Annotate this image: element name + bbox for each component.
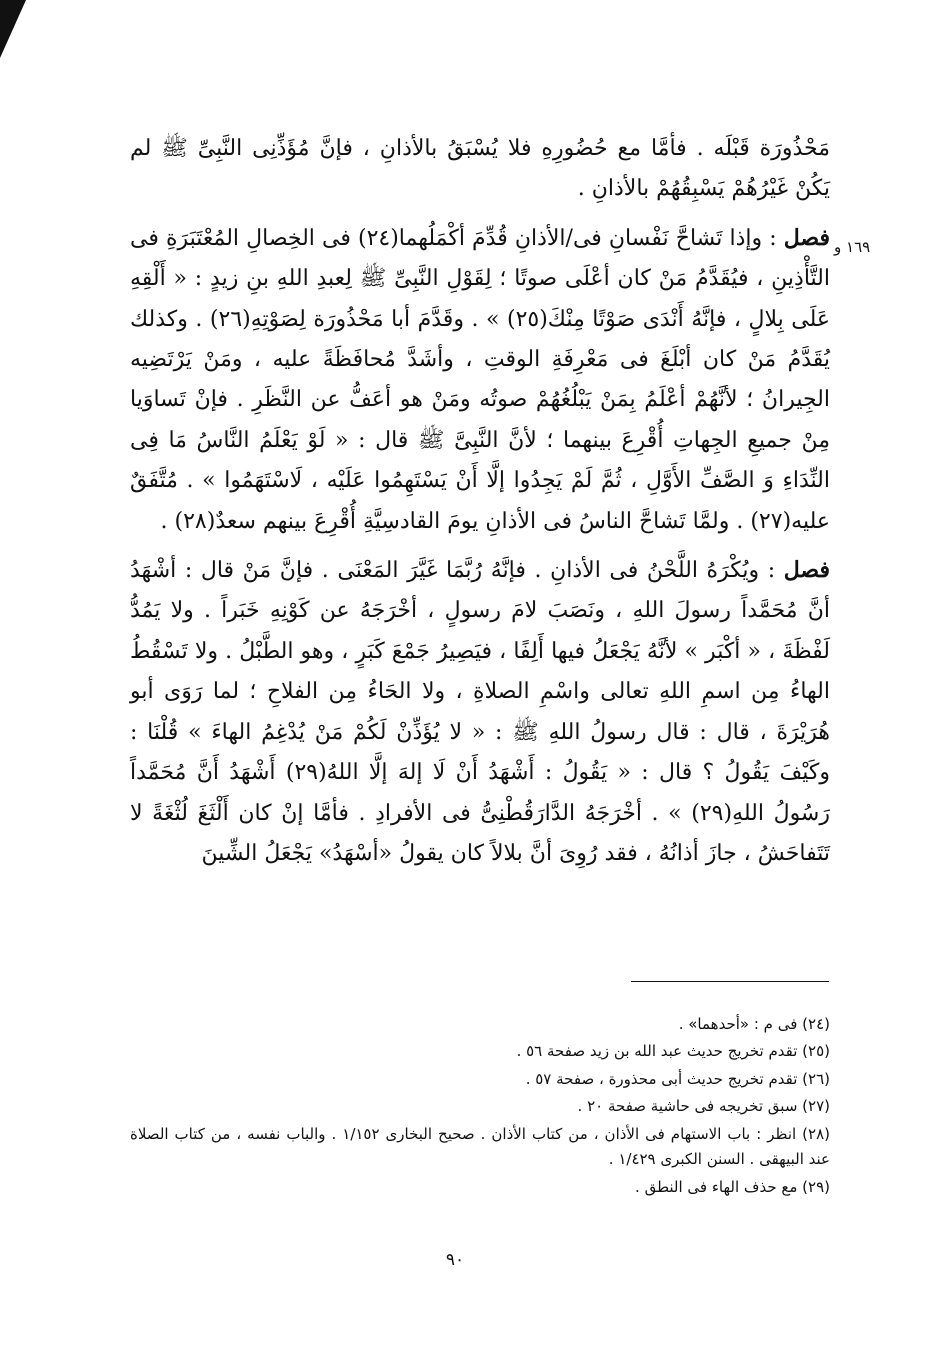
main-text-block	[130, 128, 830, 882]
footnote-29: (٢٩) مع حذف الهاء فى النطق .	[635, 1177, 830, 1196]
footnotes	[130, 1012, 830, 1202]
scan-corner-mark	[0, 0, 26, 58]
footnote-25: (٢٥) تقدم تخريج حديث عبد الله بن زيد صفحة ٥٦ .	[516, 1042, 830, 1061]
paragraph-3	[130, 550, 830, 874]
page-number: ٩٠	[445, 1250, 465, 1270]
paragraph-text: مَحْذُورَة قَبْلَه . فأمَّا مع حُضُورِهِ فلا يُسْبَقُ بالأذانِ ، فإنَّ مُؤَذِّنِى النَّبِىِّ ﷺ لم يَكُنْ غَيْرُهُمْ يَسْبِقُهُمْ بالأذانِ .	[130, 136, 830, 202]
margin-folio-note: ١٦٩ و	[834, 238, 871, 256]
paragraph-1	[130, 128, 830, 210]
section-label-fasl: فصل	[783, 557, 830, 584]
body-text	[130, 128, 830, 874]
paragraph-text: : وإذا تَشاحَّ نَفْسانِ فى/الأذانِ قُدِّمَ أكْمَلُهما(٢٤) فى الخِصالِ المُعْتَبَرَةِ فى التَّأْذِينِ ، فيُقَدَّمُ مَنْ كان أعْلَى صوتًا ؛ لِقَوْلِ النَّبِىِّ ﷺ لِعبدِ اللهِ بنِ زيدٍ : « أَلْقِهِ عَلَى بِلالٍ ، فإنَّهُ أَنْدَى صَوْتًا مِنْكَ(٢٥) » . وقَدَّمَ أبا مَحْذُورَة لِصَوْتِهِ(٢٦) . وكذلك يُقَدَّمُ مَنْ كان أبْلَغَ فى مَعْرِفَةِ الوقتِ ، وأشَدَّ مُحافَظَةً عليه ، ومَنْ يَرْتَضِيه الجِيرانُ ؛ لأنَّهُمْ أعْلَمُ بِمَنْ يَبْلُغُهُمْ صوتُه ومَنْ هو أعَفُّ عن النَّظَرِ . فإنْ تَساوَيا مِنْ جميعِ الجِهاتِ أُقْرِعَ بينهما ؛ لأنَّ النَّبِىَّ ﷺ قال : « لَوْ يَعْلَمُ النَّاسُ مَا فِى النِّدَاءِ وَ الصَّفِّ الأَوَّلِ ، ثُمَّ لَمْ يَجِدُوا إلَّا أَنْ يَسْتَهِمُوا عَلَيْه ، لَاسْتَهَمُوا » . مُتَّفَقٌ عليه(٢٧) . ولمَّا تَشاحَّ الناسُ فى الأذانِ يومَ القادسِيَّةِ أُقْرِعَ بينهم سعدٌ(٢٨) .	[130, 225, 831, 534]
paragraph-2	[130, 218, 830, 542]
footnote-26: (٢٦) تقدم تخريج حديث أبى محذورة ، صفحة ٥٧ .	[525, 1069, 830, 1088]
paragraph-text: : ويُكْرَهُ اللَّحْنُ فى الأذانِ . فإنَّهُ رُبَّمَا غَيَّرَ المَعْنَى . فإنَّ مَنْ قال : أشْهَدُ أنَّ مُحَمَّداً رسولَ اللهِ ، ونَصَبَ لامَ رسولٍ ، أخْرَجَهُ عن كَوْنِهِ خَبَراً . ولا يَمُدُّ لَفْظَةَ ، « أكْبَر » لأنَّهُ يَجْعَلُ فيها أَلِفًا ، فيَصِيرُ جَمْعَ كَبَرٍ ، وهو الطَّبْلُ . ولا تَسْقُطُ الهاءُ مِن اسمِ اللهِ تعالى واسْمِ الصلاةِ ، ولا الحَاءُ مِن الفلاحِ ؛ لما رَوَى أبو هُرَيْرَةَ ، قال : قال رسولُ اللهِ ﷺ : « لا يُؤَذِّنْ لَكُمْ مَنْ يُدْغِمُ الهاءَ » قُلْنَا : وكَيْفَ يَقُولُ ؟ قال : « يَقُولُ : أَشْهَدُ أَنْ لَا إلهَ إلَّا اللهُ(٢٩) أَشْهَدُ أَنَّ مُحَمَّداً رَسُولُ اللهِ(٢٩) » . أخْرَجَهُ الدَّارَقُطْنِىُّ فى الأفرادِ . فأمَّا إنْ كان أَلْثَغَ لُثْغَةً لا تَتَفاحَشُ ، جازَ أذانُهُ ، فقد رُوِىَ أنَّ بلالاً كان يقولُ «أسْهَدُ» يَجْعَلُ الشِّينَ	[130, 558, 830, 866]
footnote-27: (٢٧) سبق تخريجه فى حاشية صفحة ٢٠ .	[577, 1097, 830, 1116]
footnote-24: (٢٤) فى م : «أحدهما» .	[678, 1015, 830, 1033]
section-label-fasl: فصل	[783, 224, 831, 251]
footnote-separator	[631, 981, 829, 982]
footnote-28: (٢٨) انظر : باب الاستهام فى الأذان ، من كتاب الأذان . صحيح البخارى ١/١٥٢ . والباب نفسه ، من كتاب الصلاة عند البيهقى . السنن الكبرى ١/٤٢٩ .	[130, 1124, 830, 1169]
